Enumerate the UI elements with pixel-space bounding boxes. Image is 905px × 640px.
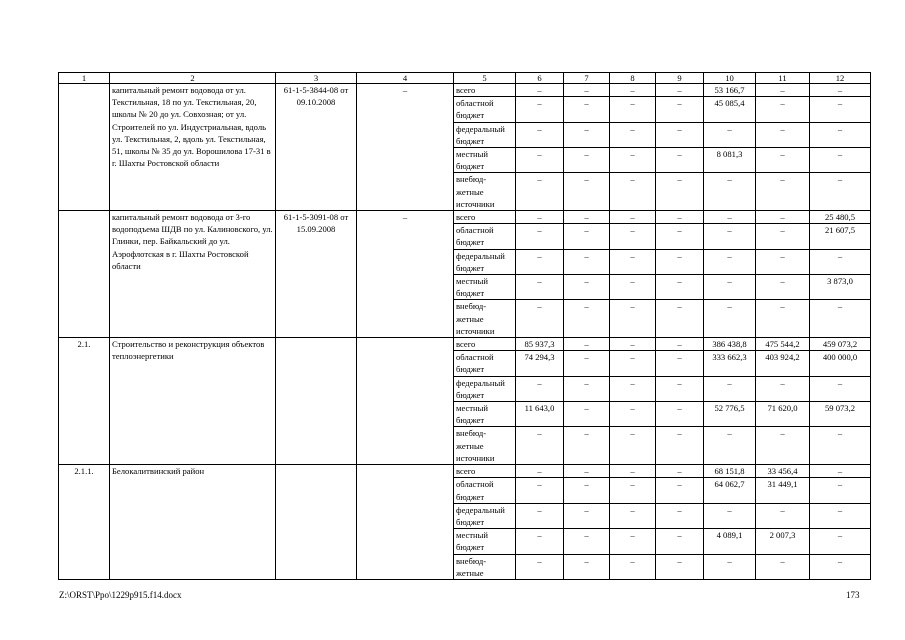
- funding-source: внебюд-жетные: [454, 554, 516, 579]
- column-header: 3: [276, 73, 357, 84]
- amount-cell: –: [704, 211, 756, 224]
- amount-cell: –: [810, 376, 871, 401]
- funding-source: внебюд-жетные источники: [454, 300, 516, 338]
- amount-cell: –: [756, 224, 810, 249]
- amount-cell: –: [564, 338, 610, 351]
- item-number: 2.1.: [59, 338, 110, 465]
- amount-cell: –: [516, 478, 564, 503]
- amount-cell: –: [610, 275, 656, 300]
- amount-cell: 400 000,0: [810, 351, 871, 376]
- amount-cell: –: [810, 529, 871, 554]
- amount-cell: –: [610, 465, 656, 478]
- item-name: Белокалитвинский район: [110, 465, 276, 580]
- amount-cell: –: [656, 249, 704, 274]
- item-name: капитальный ремонт водовода от ул. Текстильная, 18 по ул. Текстильная, 20, школы № 20 до ул. Совхозная; от ул. Строителей по ул. Индустриальная, вдоль ул. Текстильная, 2, вдоль ул. Текстильная, 51, школы № 35 до ул. Ворошилова 17-31 в г. Шахты Ростовской области: [110, 84, 276, 211]
- amount-cell: –: [564, 529, 610, 554]
- amount-cell: –: [656, 503, 704, 528]
- amount-cell: 403 924,2: [756, 351, 810, 376]
- amount-cell: –: [810, 84, 871, 97]
- amount-cell: –: [610, 173, 656, 211]
- funding-source: всего: [454, 84, 516, 97]
- amount-cell: –: [516, 275, 564, 300]
- amount-cell: –: [656, 465, 704, 478]
- amount-cell: 64 062,7: [704, 478, 756, 503]
- amount-cell: –: [704, 554, 756, 579]
- amount-cell: –: [610, 338, 656, 351]
- amount-cell: –: [564, 554, 610, 579]
- column-header: 5: [454, 73, 516, 84]
- amount-cell: –: [810, 97, 871, 122]
- column-header: 11: [756, 73, 810, 84]
- funding-source: областной бюджет: [454, 97, 516, 122]
- amount-cell: –: [610, 97, 656, 122]
- amount-cell: –: [756, 122, 810, 147]
- expertise-document: 61-1-5-3091-08 от 15.09.2008: [276, 211, 357, 338]
- amount-cell: –: [810, 465, 871, 478]
- amount-cell: –: [656, 402, 704, 427]
- amount-cell: –: [516, 376, 564, 401]
- table-row: [59, 338, 871, 351]
- item-name: капитальный ремонт водовода от 3-го водоподъема ШДВ по ул. Калиновского, ул. Глинки, пер. Байкальский до ул. Аэрофлотская в г. Шахты Ростовской области: [110, 211, 276, 338]
- table-body: [59, 84, 871, 580]
- amount-cell: –: [810, 478, 871, 503]
- amount-cell: –: [656, 224, 704, 249]
- amount-cell: 8 081,3: [704, 148, 756, 173]
- column-4-value: [357, 338, 454, 465]
- amount-cell: –: [564, 224, 610, 249]
- amount-cell: –: [810, 554, 871, 579]
- amount-cell: –: [516, 173, 564, 211]
- amount-cell: –: [656, 554, 704, 579]
- file-path: Z:\ORST\Ppo\1229p915.f14.docx: [59, 590, 182, 600]
- amount-cell: –: [810, 148, 871, 173]
- amount-cell: 68 151,8: [704, 465, 756, 478]
- column-header: 9: [656, 73, 704, 84]
- amount-cell: –: [756, 554, 810, 579]
- amount-cell: –: [756, 148, 810, 173]
- amount-cell: –: [656, 173, 704, 211]
- amount-cell: –: [564, 376, 610, 401]
- amount-cell: 3 873,0: [810, 275, 871, 300]
- item-number: [59, 84, 110, 211]
- amount-cell: –: [564, 427, 610, 465]
- item-number: 2.1.1.: [59, 465, 110, 580]
- funding-source: федеральный бюджет: [454, 122, 516, 147]
- amount-cell: –: [610, 478, 656, 503]
- amount-cell: –: [516, 300, 564, 338]
- amount-cell: –: [564, 249, 610, 274]
- item-name: Строительство и реконструкция объектов теплоэнергетики: [110, 338, 276, 465]
- amount-cell: –: [516, 503, 564, 528]
- amount-cell: 25 480,5: [810, 211, 871, 224]
- amount-cell: –: [610, 211, 656, 224]
- amount-cell: –: [610, 84, 656, 97]
- amount-cell: –: [810, 503, 871, 528]
- amount-cell: –: [656, 338, 704, 351]
- item-number: [59, 211, 110, 338]
- amount-cell: –: [704, 503, 756, 528]
- column-header: 8: [610, 73, 656, 84]
- header-row: [59, 73, 871, 84]
- amount-cell: 475 544,2: [756, 338, 810, 351]
- funding-source: местный бюджет: [454, 275, 516, 300]
- amount-cell: –: [610, 427, 656, 465]
- amount-cell: –: [564, 465, 610, 478]
- amount-cell: –: [756, 97, 810, 122]
- funding-source: всего: [454, 211, 516, 224]
- amount-cell: –: [756, 84, 810, 97]
- amount-cell: –: [564, 148, 610, 173]
- amount-cell: –: [516, 97, 564, 122]
- expertise-document: [276, 338, 357, 465]
- amount-cell: –: [756, 300, 810, 338]
- amount-cell: –: [810, 300, 871, 338]
- expertise-document: 61-1-5-3844-08 от 09.10.2008: [276, 84, 357, 211]
- amount-cell: –: [564, 84, 610, 97]
- amount-cell: –: [516, 427, 564, 465]
- amount-cell: –: [610, 351, 656, 376]
- amount-cell: –: [610, 529, 656, 554]
- amount-cell: –: [704, 300, 756, 338]
- amount-cell: –: [810, 173, 871, 211]
- column-4-value: [357, 465, 454, 580]
- amount-cell: –: [704, 249, 756, 274]
- amount-cell: –: [516, 211, 564, 224]
- amount-cell: –: [516, 465, 564, 478]
- column-header: 10: [704, 73, 756, 84]
- amount-cell: –: [610, 148, 656, 173]
- amount-cell: –: [756, 173, 810, 211]
- amount-cell: –: [610, 300, 656, 338]
- table-row: [59, 211, 871, 224]
- amount-cell: –: [810, 427, 871, 465]
- amount-cell: –: [610, 402, 656, 427]
- column-header: 7: [564, 73, 610, 84]
- amount-cell: 33 456,4: [756, 465, 810, 478]
- amount-cell: 459 073,2: [810, 338, 871, 351]
- amount-cell: –: [564, 503, 610, 528]
- amount-cell: –: [610, 249, 656, 274]
- amount-cell: –: [656, 427, 704, 465]
- column-header: 2: [110, 73, 276, 84]
- amount-cell: –: [656, 97, 704, 122]
- funding-source: федеральный бюджет: [454, 376, 516, 401]
- column-header: 4: [357, 73, 454, 84]
- amount-cell: 2 007,3: [756, 529, 810, 554]
- amount-cell: –: [704, 173, 756, 211]
- amount-cell: 21 607,5: [810, 224, 871, 249]
- amount-cell: –: [656, 300, 704, 338]
- amount-cell: –: [756, 503, 810, 528]
- amount-cell: –: [564, 478, 610, 503]
- column-4-value: –: [357, 84, 454, 211]
- amount-cell: –: [610, 376, 656, 401]
- amount-cell: 59 073,2: [810, 402, 871, 427]
- amount-cell: –: [756, 275, 810, 300]
- amount-cell: –: [564, 402, 610, 427]
- amount-cell: –: [610, 554, 656, 579]
- amount-cell: –: [610, 503, 656, 528]
- amount-cell: –: [810, 122, 871, 147]
- amount-cell: 85 937,3: [516, 338, 564, 351]
- amount-cell: –: [564, 300, 610, 338]
- amount-cell: 4 089,1: [704, 529, 756, 554]
- funding-source: федеральный бюджет: [454, 249, 516, 274]
- amount-cell: –: [656, 478, 704, 503]
- funding-source: областной бюджет: [454, 478, 516, 503]
- amount-cell: 31 449,1: [756, 478, 810, 503]
- amount-cell: –: [656, 376, 704, 401]
- funding-source: местный бюджет: [454, 529, 516, 554]
- amount-cell: 52 776,5: [704, 402, 756, 427]
- amount-cell: –: [656, 529, 704, 554]
- amount-cell: –: [564, 351, 610, 376]
- amount-cell: –: [704, 224, 756, 249]
- amount-cell: –: [564, 211, 610, 224]
- amount-cell: –: [704, 376, 756, 401]
- amount-cell: 71 620,0: [756, 402, 810, 427]
- table-row: [59, 84, 871, 97]
- amount-cell: 53 166,7: [704, 84, 756, 97]
- funding-source: местный бюджет: [454, 148, 516, 173]
- amount-cell: –: [516, 529, 564, 554]
- amount-cell: –: [656, 84, 704, 97]
- amount-cell: –: [610, 122, 656, 147]
- funding-source: внебюд-жетные источники: [454, 173, 516, 211]
- column-header: 6: [516, 73, 564, 84]
- amount-cell: –: [564, 173, 610, 211]
- amount-cell: 74 294,3: [516, 351, 564, 376]
- amount-cell: –: [516, 224, 564, 249]
- amount-cell: –: [656, 122, 704, 147]
- page-number: 173: [846, 590, 860, 600]
- amount-cell: –: [756, 376, 810, 401]
- column-4-value: –: [357, 211, 454, 338]
- expertise-document: [276, 465, 357, 580]
- amount-cell: –: [656, 211, 704, 224]
- funding-source: всего: [454, 338, 516, 351]
- amount-cell: –: [610, 224, 656, 249]
- funding-source: местный бюджет: [454, 402, 516, 427]
- funding-source: областной бюджет: [454, 224, 516, 249]
- funding-source: областной бюджет: [454, 351, 516, 376]
- amount-cell: –: [564, 97, 610, 122]
- funding-source: федеральный бюджет: [454, 503, 516, 528]
- column-header: 12: [810, 73, 871, 84]
- amount-cell: 45 085,4: [704, 97, 756, 122]
- amount-cell: –: [656, 148, 704, 173]
- amount-cell: –: [516, 122, 564, 147]
- amount-cell: –: [756, 427, 810, 465]
- amount-cell: –: [516, 554, 564, 579]
- amount-cell: 333 662,3: [704, 351, 756, 376]
- funding-source: внебюд-жетные источники: [454, 427, 516, 465]
- amount-cell: –: [810, 249, 871, 274]
- amount-cell: –: [516, 249, 564, 274]
- amount-cell: 11 643,0: [516, 402, 564, 427]
- funding-table: [58, 72, 871, 580]
- amount-cell: –: [756, 249, 810, 274]
- amount-cell: –: [516, 148, 564, 173]
- amount-cell: –: [564, 275, 610, 300]
- amount-cell: –: [656, 275, 704, 300]
- amount-cell: –: [704, 275, 756, 300]
- amount-cell: –: [704, 122, 756, 147]
- amount-cell: –: [516, 84, 564, 97]
- amount-cell: –: [704, 427, 756, 465]
- amount-cell: –: [564, 122, 610, 147]
- funding-source: всего: [454, 465, 516, 478]
- amount-cell: 386 438,8: [704, 338, 756, 351]
- amount-cell: –: [656, 351, 704, 376]
- table-row: [59, 465, 871, 478]
- column-header: 1: [59, 73, 110, 84]
- amount-cell: –: [756, 211, 810, 224]
